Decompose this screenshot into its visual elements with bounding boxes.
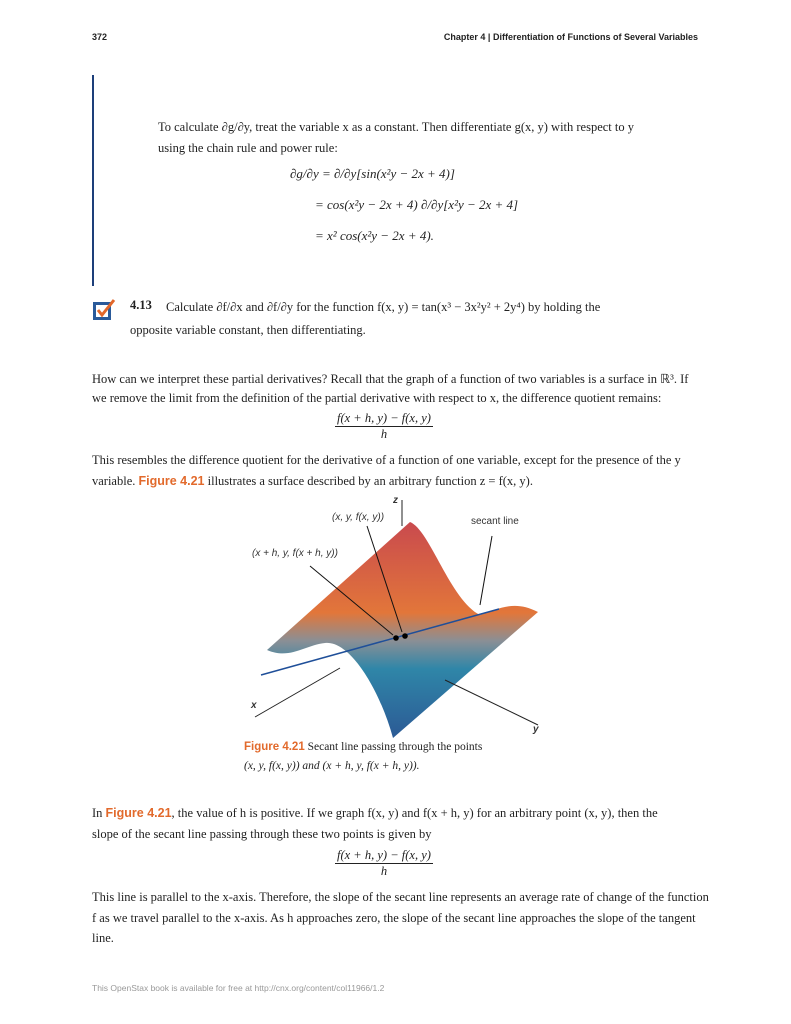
example-text: To calculate ∂g/∂y, treat the variable x as a constant. Then differentiate g(x, y) with respect to y	[158, 120, 635, 134]
page-number: 372	[92, 32, 108, 42]
point	[393, 635, 399, 641]
text: , the value of h is positive. If we graph f(x, y) and f(x + h, y) for an arbitrary point (x, y), then the	[171, 806, 658, 820]
figure-link[interactable]: Figure 4.21	[138, 474, 205, 488]
arrow	[480, 536, 492, 605]
point	[402, 633, 408, 639]
paragraph: How can we interpret these partial derivatives? Recall that the graph of a function of two variables is a surface in ℝ³. If	[92, 372, 689, 386]
caption-text: Secant line passing through the points	[307, 741, 483, 753]
x-axis	[255, 668, 340, 717]
denominator: h	[380, 864, 388, 878]
footer: This OpenStax book is available for free at http://cnx.org/content/col11966/1.2	[92, 983, 385, 993]
checkpoint-number: 4.13	[130, 298, 152, 312]
checkpoint-icon	[92, 298, 112, 318]
equation-line: = x² cos(x²y − 2x + 4).	[315, 228, 434, 243]
caption-text: (x, y, f(x, y)) and (x + h, y, f(x + h, y)).	[244, 760, 420, 772]
paragraph: slope of the secant line passing through these two points is given by	[92, 827, 432, 841]
example-text: using the chain rule and power rule:	[158, 141, 338, 155]
figure-link[interactable]: Figure 4.21	[105, 806, 172, 820]
denominator: h	[380, 427, 388, 441]
difference-quotient	[335, 848, 433, 879]
figure-caption	[244, 741, 482, 753]
equation-line: ∂g/∂y = ∂/∂y[sin(x²y − 2x + 4)]	[290, 166, 455, 181]
text: In	[92, 806, 103, 820]
text: illustrates a surface described by an arbitrary function z = f(x, y).	[207, 474, 533, 488]
checkpoint-text: Calculate ∂f/∂x and ∂f/∂y for the function f(x, y) = tan(x³ − 3x²y² + 2y⁴) by holding the	[166, 300, 601, 314]
chapter-title: Chapter 4 | Differentiation of Functions of Several Variables	[443, 32, 698, 42]
paragraph: line.	[92, 931, 114, 945]
x-label: x	[251, 700, 257, 711]
paragraph	[92, 474, 533, 489]
secant-label: secant line	[471, 516, 519, 527]
point-label: (x + h, y, f(x + h, y))	[252, 548, 338, 559]
point-label: (x, y, f(x, y))	[332, 512, 385, 523]
equation-line: = cos(x²y − 2x + 4) ∂/∂y[x²y − 2x + 4]	[315, 197, 519, 212]
surface-figure	[230, 490, 550, 750]
paragraph	[92, 806, 658, 821]
difference-quotient	[335, 411, 433, 442]
text: variable.	[92, 474, 136, 488]
paragraph: This line is parallel to the x-axis. Therefore, the slope of the secant line represents an average rate of change of the function	[92, 890, 709, 904]
paragraph: f as we travel parallel to the x-axis. As h approaches zero, the slope of the secant line approaches the slope of the tangent	[92, 911, 696, 925]
example-border	[92, 75, 94, 286]
paragraph: we remove the limit from the definition of the partial derivative with respect to x, the difference quotient remains:	[92, 391, 662, 405]
numerator: f(x + h, y) − f(x, y)	[337, 848, 431, 862]
y-label: y	[533, 724, 539, 735]
z-label: z	[393, 495, 398, 506]
paragraph: This resembles the difference quotient for the derivative of a function of one variable, except for the presence of the y	[92, 453, 681, 467]
y-axis	[445, 680, 538, 725]
checkpoint-text: opposite variable constant, then differentiating.	[130, 323, 366, 337]
caption-label: Figure 4.21	[244, 741, 305, 753]
numerator: f(x + h, y) − f(x, y)	[337, 411, 431, 425]
